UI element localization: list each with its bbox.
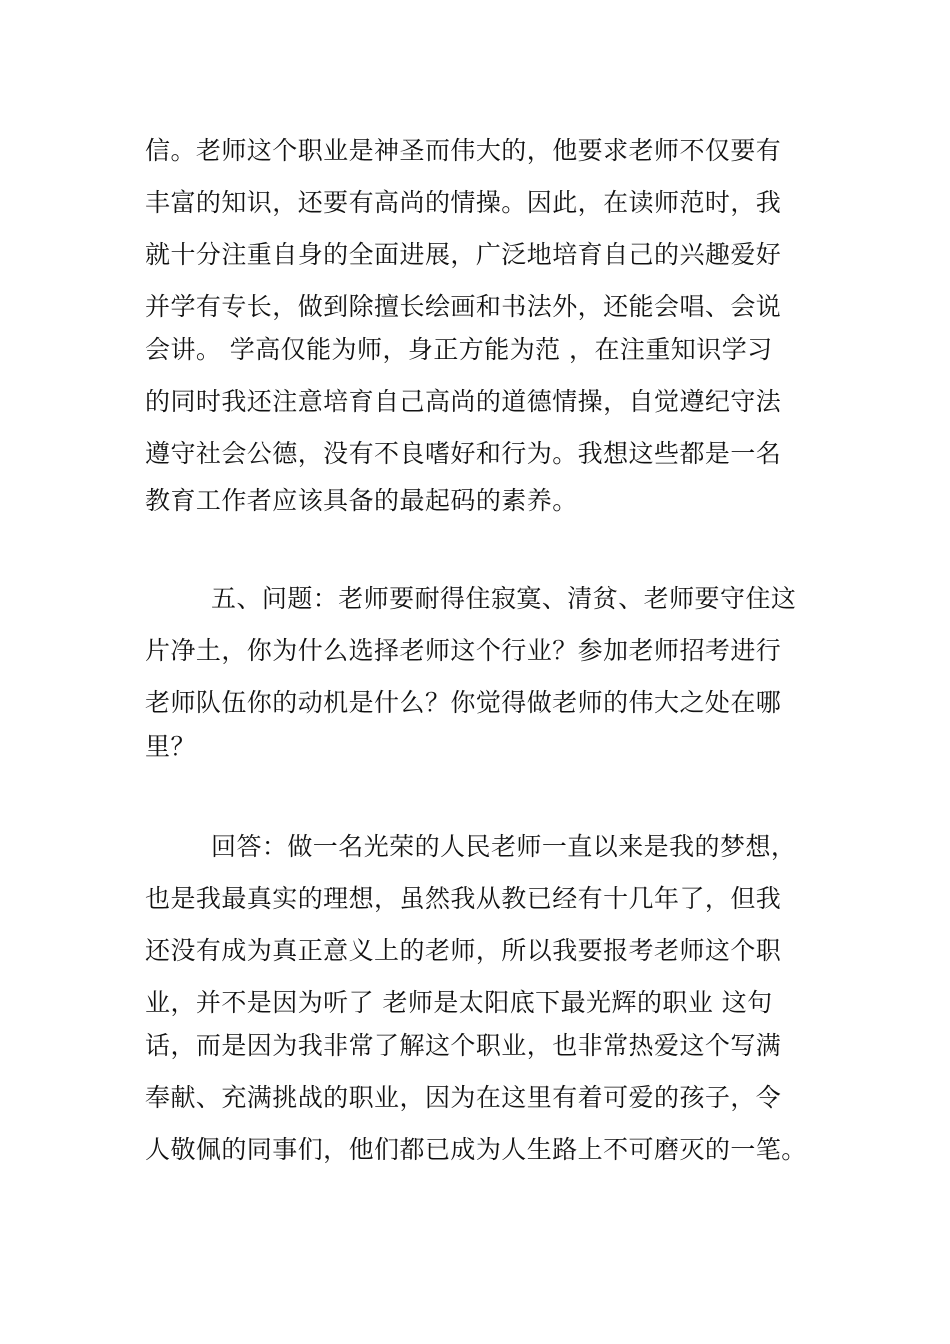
text-line: 的同时我还注意培育自己高尚的道德情操，自觉遵纪守法: [145, 387, 782, 416]
text-line: 老师队伍你的动机是什么？你觉得做老师的伟大之处在哪: [145, 688, 782, 717]
text-line: 话，而是因为我非常了解这个职业，也非常热爱这个写满: [145, 1031, 782, 1060]
text-line: 五、问题：老师要耐得住寂寞、清贫、老师要守住这: [211, 584, 797, 613]
text-line: 里？: [145, 732, 196, 761]
text-line: 教育工作者应该具备的最起码的素养。: [145, 486, 578, 515]
text-line: 遵守社会公德，没有不良嗜好和行为。我想这些都是一名: [145, 439, 782, 468]
text-line: 就十分注重自身的全面进展，广泛地培育自己的兴趣爱好: [145, 240, 782, 269]
text-line: 丰富的知识，还要有高尚的情操。因此，在读师范时，我: [145, 188, 782, 217]
text-line: 片净土，你为什么选择老师这个行业？参加老师招考进行: [145, 636, 782, 665]
text-line: 业，并不是因为听了 老师是太阳底下最光辉的职业 这句: [145, 988, 773, 1017]
text-line: 也是我最真实的理想，虽然我从教已经有十几年了，但我: [145, 884, 782, 913]
text-line: 并学有专长，做到除擅长绘画和书法外，还能会唱、会说: [145, 292, 782, 321]
text-line: 信。老师这个职业是神圣而伟大的，他要求老师不仅要有: [145, 136, 782, 165]
text-line: 奉献、充满挑战的职业，因为在这里有着可爱的孩子，令: [145, 1083, 782, 1112]
text-line: 人敬佩的同事们，他们都已成为人生路上不可磨灭的一笔。: [145, 1135, 807, 1164]
text-line: 会讲。 学高仅能为师，身正方能为范 ，在注重知识学习: [145, 335, 773, 364]
text-line: 还没有成为真正意义上的老师，所以我要报考老师这个职: [145, 936, 782, 965]
text-line: 回答：做一名光荣的人民老师一直以来是我的梦想，: [211, 832, 797, 861]
